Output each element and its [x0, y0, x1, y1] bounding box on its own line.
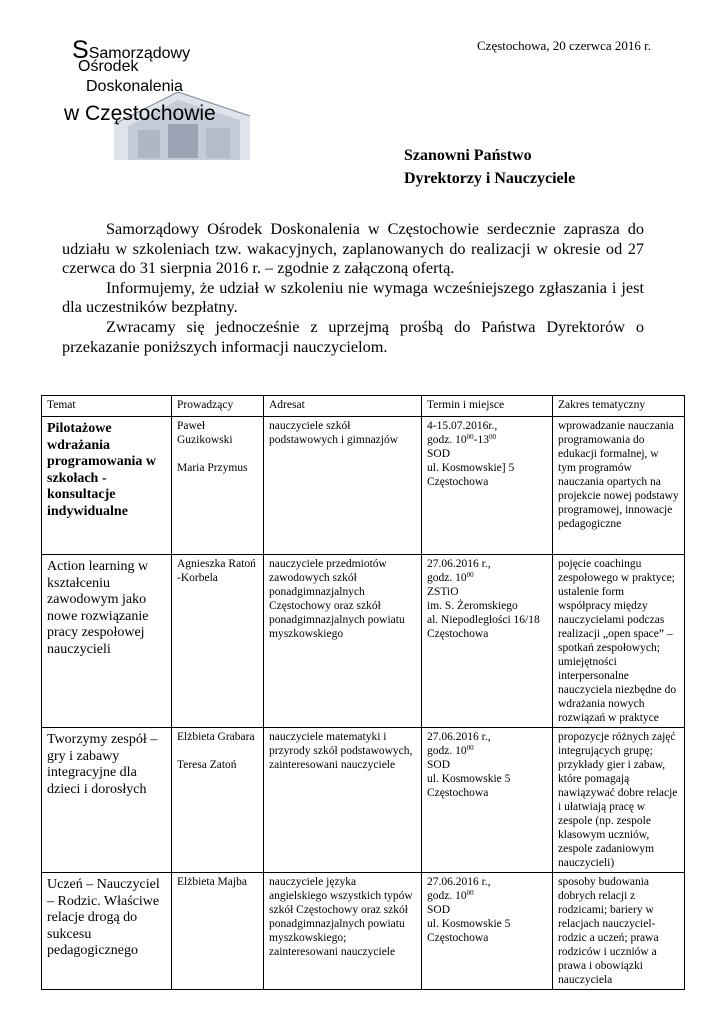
row-trainer — [172, 555, 264, 728]
header-date-place: Termin i miejsce — [422, 396, 553, 417]
place-text: Częstochowa — [427, 932, 489, 944]
body-paragraph-1: Samorządowy Ośrodek Doskonalenia w Częstochowie serdecznie zaprasza do udziału w szkoleniach tzw. wakacyjnych, zaplanowanych do realizacji w okresie od 27 czerwca do 31 sierpnia 2016 r. – zgodnie z załączoną ofertą. — [62, 219, 644, 278]
header-scope: Zakres tematyczny — [553, 396, 685, 417]
row-scope: pojęcie coachingu zespołowego w praktyce; ustalenie form współpracy między nauczycielami podczas realizacji „open space” – spotkań zespołowych; umiejętności interpersonalne nauczyciela niezbędne do wdrażania nowych rozwiązań w praktyce — [553, 555, 685, 728]
logo-line-4: w Częstochowie — [64, 102, 216, 125]
row-audience: nauczyciele matematyki i przyrody szkół podstawowych, zainteresowani nauczyciele — [264, 728, 422, 873]
place-text: SOD — [427, 448, 451, 460]
trainer-name: Maria Przymus — [177, 462, 248, 474]
time-text: godz. $10^{00}-13^{00}$ — [427, 433, 496, 446]
logo-initial-s: S — [72, 36, 89, 64]
time-text: godz. $10^{00}$ — [427, 744, 474, 757]
date-text: 27.06.2016 r., — [427, 876, 491, 888]
salutation-line-1: Szanowni Państwo — [404, 147, 532, 164]
place-text: ul. Kosmowskie] 5 — [427, 462, 515, 474]
salutation-line-2: Dyrektorzy i Nauczyciele — [404, 170, 576, 187]
row-date-place — [422, 873, 553, 990]
date-text: 27.06.2016 r., — [427, 558, 491, 570]
trainer-name: Elżbieta Majba — [177, 876, 247, 888]
date-text: 27.06.2016 r., — [427, 731, 491, 743]
place-text: im. S. Żeromskiego — [427, 600, 518, 612]
row-audience: nauczyciele przedmiotów zawodowych szkół ponadgimnazjalnych Częstochowy oraz szkół ponadgimnazjalnych powiatu myszkowskiego — [264, 555, 422, 728]
date-text: 4-15.07.2016r., — [427, 420, 498, 432]
table-row — [42, 417, 685, 555]
salutation — [404, 144, 575, 190]
table-row — [42, 555, 685, 728]
time-text: godz. $10^{00}$ — [427, 889, 474, 902]
logo-line-3: Doskonalenia — [86, 78, 183, 95]
header-audience: Adresat — [264, 396, 422, 417]
body-paragraph-3: Zwracamy się jednocześnie z uprzejmą prośbą do Państwa Dyrektorów o przekazanie poniższych informacji nauczycielom. — [62, 316, 644, 356]
row-date-place — [422, 417, 553, 555]
trainer-name: Agnieszka Ratoń -Korbela — [177, 558, 256, 584]
header-topic: Temat — [42, 396, 172, 417]
row-scope: propozycje różnych zajęć integrujących grupę; przykłady gier i zabaw, które pomagają nawiązywać dobre relacje i ułatwiają pracę w zespole (np. zespole klasowym uczniów, zespole zadaniowym nauczycieli) — [553, 728, 685, 873]
row-trainer — [172, 417, 264, 555]
institution-logo — [62, 36, 252, 166]
logo-line-2: Ośrodek — [78, 58, 139, 75]
row-trainer — [172, 873, 264, 990]
place-text: Częstochowa — [427, 787, 489, 799]
place-text: Częstochowa — [427, 628, 489, 640]
place-text: ZSTiO — [427, 586, 459, 598]
row-date-place — [422, 555, 553, 728]
place-text: SOD — [427, 904, 451, 916]
table-row — [42, 728, 685, 873]
place-text: al. Niepodległości 16/18 — [427, 614, 540, 626]
place-text: Częstochowa — [427, 476, 489, 488]
row-audience: nauczyciele języka angielskiego wszystkich typów szkół Częstochowy oraz szkół ponadgimnazjalnych powiatu myszkowskiego; zainteresowani nauczyciele — [264, 873, 422, 990]
place-text: ul. Kosmowskie 5 — [427, 918, 511, 930]
trainer-name: Elżbieta Grabara — [177, 731, 255, 743]
logo-line-1: Samorządowy — [88, 45, 191, 62]
letter-date: Częstochowa, 20 czerwca 2016 r. — [477, 38, 651, 53]
time-text: godz. $10^{00}$ — [427, 571, 474, 584]
row-scope: sposoby budowania dobrych relacji z rodzicami; bariery w relacjach nauczyciel-rodzic a uczeń; prawa rodziców i uczniów a prawa i obowiązki nauczyciela — [553, 873, 685, 990]
body-paragraph-2: Informujemy, że udział w szkoleniu nie wymaga wcześniejszego zgłaszania i jest dla uczestników bezpłatny. — [62, 277, 644, 317]
trainer-name: Teresa Zatoń — [177, 759, 237, 771]
row-topic: Pilotażowe wdrażania programowania w szkołach - konsultacje indywidualne — [42, 417, 172, 555]
row-topic: Tworzymy zespół – gry i zabawy integracyjne dla dzieci i dorosłych — [42, 728, 172, 873]
row-scope: wprowadzanie nauczania programowania do edukacji formalnej, w tym programów nauczania opartych na projekcie nowej podstawy programowej, innowacje pedagogiczne — [553, 417, 685, 555]
header-trainer: Prowadzący — [172, 396, 264, 417]
letter-body — [62, 219, 644, 356]
row-trainer — [172, 728, 264, 873]
trainer-name: Paweł Guzikowski — [177, 420, 233, 446]
table-header-row — [42, 396, 685, 417]
row-audience: nauczyciele szkół podstawowych i gimnazjów — [264, 417, 422, 555]
table-row — [42, 873, 685, 990]
place-text: SOD — [427, 759, 451, 771]
row-topic: Action learning w kształceniu zawodowym jako nowe rozwiązanie pracy zespołowej nauczycieli — [42, 555, 172, 728]
place-text: ul. Kosmowskie 5 — [427, 773, 511, 785]
row-date-place — [422, 728, 553, 873]
training-table — [41, 395, 685, 990]
row-topic: Uczeń – Nauczyciel – Rodzic. Właściwe relacje drogą do sukcesu pedagogicznego — [42, 873, 172, 990]
